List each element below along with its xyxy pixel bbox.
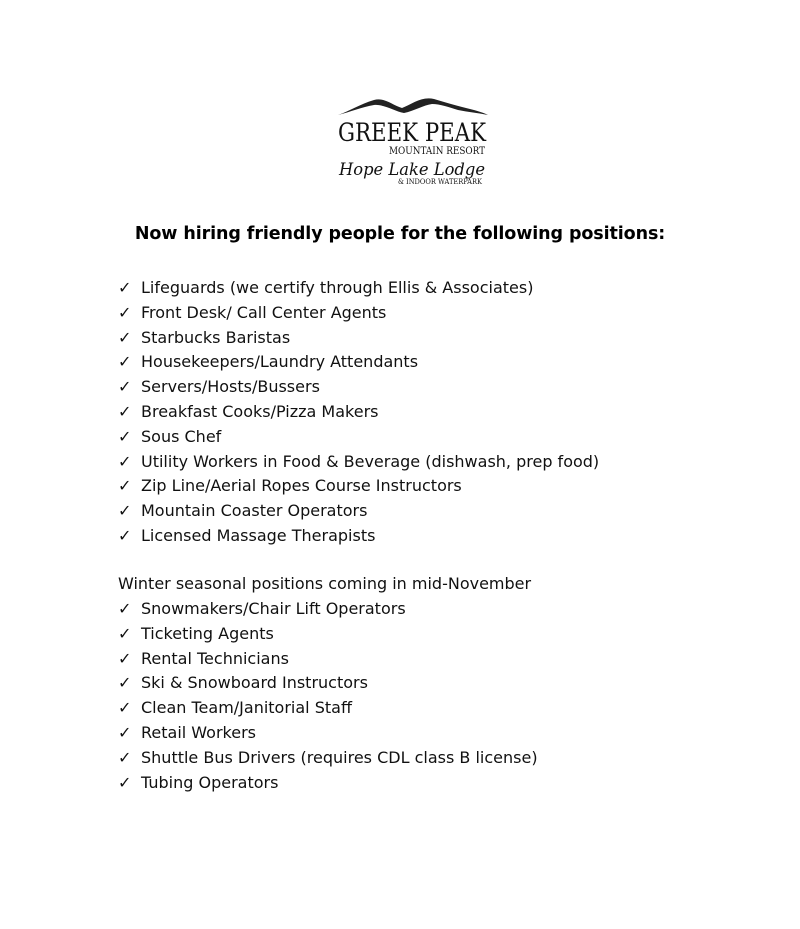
- list-item: [118, 350, 599, 375]
- position-label: Lifeguards (we certify through Ellis & Associates): [141, 278, 534, 297]
- list-item: [118, 499, 599, 524]
- page-headline: Now hiring friendly people for the following positions:: [134, 224, 666, 244]
- checkmark-icon: ✓: [118, 278, 132, 297]
- list-item: [118, 425, 599, 450]
- list-item: [118, 524, 599, 549]
- positions-list: [118, 276, 599, 549]
- list-item: [118, 696, 538, 721]
- checkmark-icon: ✓: [118, 698, 132, 718]
- checkmark-icon: ✓: [118, 352, 132, 372]
- list-item: [118, 771, 538, 796]
- checkmark-icon: ✓: [118, 747, 132, 767]
- checkmark-icon: ✓: [118, 476, 132, 496]
- position-label: Retail Workers: [141, 722, 256, 742]
- list-item: [118, 622, 538, 647]
- list-item: [118, 721, 538, 746]
- position-label: Clean Team/Janitorial Staff: [141, 698, 352, 718]
- list-item: [118, 400, 599, 425]
- logo-line-1: GREEK PEAK: [338, 118, 488, 147]
- position-label: Shuttle Bus Drivers (requires CDL class B license): [141, 747, 538, 767]
- checkmark-icon: ✓: [118, 673, 132, 693]
- checkmark-icon: ✓: [118, 599, 132, 618]
- checkmark-icon: ✓: [118, 623, 132, 643]
- list-item: [118, 301, 599, 326]
- greek-peak-logo: [332, 96, 492, 192]
- checkmark-icon: ✓: [118, 722, 132, 742]
- position-label: Starbucks Baristas: [141, 327, 291, 347]
- position-label: Ticketing Agents: [141, 623, 274, 643]
- position-label: Mountain Coaster Operators: [141, 501, 368, 521]
- position-label: Zip Line/Aerial Ropes Course Instructors: [141, 476, 462, 496]
- position-label: Breakfast Cooks/Pizza Makers: [141, 401, 379, 421]
- list-item: [118, 326, 599, 351]
- list-item: [118, 647, 538, 672]
- checkmark-icon: ✓: [118, 648, 132, 668]
- position-label: Front Desk/ Call Center Agents: [141, 302, 387, 322]
- checkmark-icon: ✓: [118, 426, 132, 446]
- logo-line-4: & INDOOR WATERPARK: [398, 178, 483, 186]
- logo-line-2: MOUNTAIN RESORT: [389, 146, 486, 157]
- checkmark-icon: ✓: [118, 377, 132, 397]
- checkmark-icon: ✓: [118, 401, 132, 421]
- position-label: Sous Chef: [141, 426, 222, 446]
- list-item: [118, 276, 599, 301]
- position-label: Tubing Operators: [141, 772, 279, 792]
- position-label: Servers/Hosts/Bussers: [141, 377, 320, 397]
- position-label: Ski & Snowboard Instructors: [141, 673, 368, 693]
- logo-line-3: Hope Lake Lodge: [338, 160, 485, 180]
- position-label: Utility Workers in Food & Beverage (dishwash, prep food): [141, 451, 600, 471]
- winter-positions-list: [118, 597, 538, 795]
- list-item: [118, 671, 538, 696]
- winter-section-heading: Winter seasonal positions coming in mid-November: [118, 574, 532, 593]
- list-item: [118, 450, 599, 475]
- checkmark-icon: ✓: [118, 302, 132, 322]
- position-label: Licensed Massage Therapists: [141, 525, 376, 545]
- position-label: Snowmakers/Chair Lift Operators: [141, 599, 406, 618]
- mountain-icon: [338, 98, 488, 115]
- position-label: Housekeepers/Laundry Attendants: [141, 352, 419, 372]
- list-item: [118, 597, 538, 622]
- position-label: Rental Technicians: [141, 648, 289, 668]
- checkmark-icon: ✓: [118, 327, 132, 347]
- list-item: [118, 474, 599, 499]
- list-item: [118, 375, 599, 400]
- checkmark-icon: ✓: [118, 772, 132, 792]
- checkmark-icon: ✓: [118, 525, 132, 545]
- list-item: [118, 746, 538, 771]
- checkmark-icon: ✓: [118, 501, 132, 521]
- checkmark-icon: ✓: [118, 451, 132, 471]
